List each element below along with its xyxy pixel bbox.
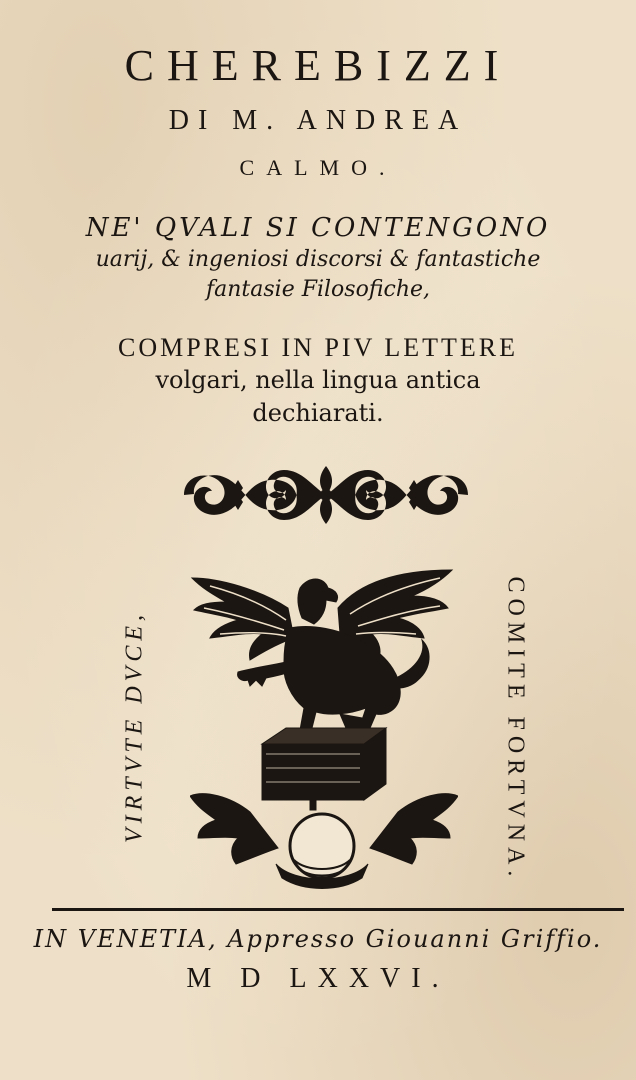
contents-line-1: COMPRESI IN PIV LETTERE: [117, 333, 519, 362]
imprint-place-printer: IN VENETIA, Appresso Giouanni Griffio.: [33, 925, 603, 953]
subtitle-line-1: NE' QVALI SI CONTENGONO: [85, 213, 551, 243]
ornament-icon: [178, 460, 474, 530]
subtitle-line-3: fantasie Filosofiche,: [205, 277, 431, 302]
motto-right: COMITE FORTVNA.: [502, 576, 529, 883]
motto-left: VIRTVTE DVCE,: [121, 610, 148, 843]
divider-rule: [52, 908, 624, 911]
author-line: DI M. ANDREA: [168, 105, 468, 136]
griffin-device-icon: [190, 568, 458, 898]
subtitle-line-2: uarij, & ingeniosi discorsi & fantastiche: [95, 247, 541, 272]
contents-line-3: dechiarati.: [252, 399, 384, 427]
author-surname: CALMO.: [239, 155, 397, 180]
imprint-year: M D LXXVI.: [186, 963, 450, 994]
contents-line-2: volgari, nella lingua antica: [155, 366, 481, 394]
book-title: CHEREBIZZI: [124, 41, 512, 90]
